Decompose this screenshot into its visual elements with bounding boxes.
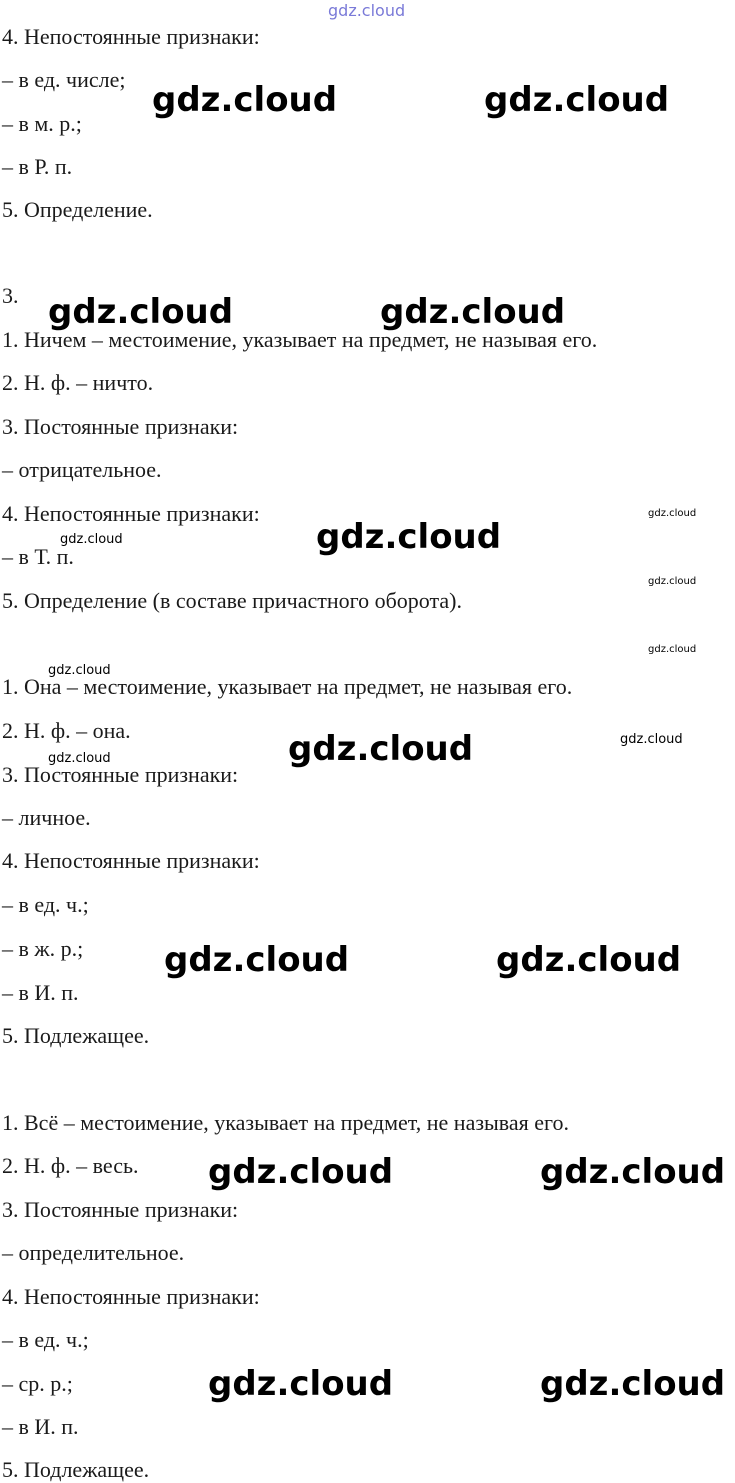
watermark: gdz.cloud [48, 751, 111, 766]
text-line: – в ед. числе; [2, 67, 126, 92]
text-line: 3. Постоянные признаки: [2, 762, 239, 787]
text-line: 2. Н. ф. – она. [2, 718, 131, 743]
watermark: gdz.cloud [648, 644, 697, 655]
text-line: – в м. р.; [2, 111, 82, 136]
text-line: – в Т. п. [2, 544, 74, 569]
text-line: 1. Она – местоимение, указывает на предмет, не называя его. [2, 674, 573, 699]
watermark: gdz.cloud [48, 663, 111, 678]
text-line: – в ж. р.; [2, 936, 84, 961]
text-line: 2. Н. ф. – ничто. [2, 370, 154, 395]
text-line: 5. Подлежащее. [2, 1023, 150, 1048]
watermark: gdz.cloud [540, 1152, 726, 1192]
text-line: 1. Ничем – местоимение, указывает на предмет, не называя его. [2, 327, 598, 352]
text-line: – в И. п. [2, 980, 79, 1005]
watermark: gdz.cloud [540, 1364, 726, 1404]
watermark: gdz.cloud [164, 940, 350, 980]
text-line: 4. Непостоянные признаки: [2, 501, 260, 526]
watermark: gdz.cloud [648, 508, 697, 519]
watermark: gdz.cloud [208, 1364, 394, 1404]
watermark: gdz.cloud [48, 292, 234, 332]
watermark: gdz.cloud [316, 517, 502, 557]
text-line: – в И. п. [2, 1414, 79, 1439]
text-line: 4. Непостоянные признаки: [2, 848, 260, 873]
watermark: gdz.cloud [648, 576, 697, 587]
text-line: – личное. [2, 805, 91, 830]
watermark: gdz.cloud [620, 732, 683, 747]
text-line: – определительное. [2, 1240, 185, 1265]
text-line: – в Р. п. [2, 154, 73, 179]
watermark: gdz.cloud [60, 532, 123, 547]
watermark: gdz.cloud [380, 292, 566, 332]
text-line: 5. Определение (в составе причастного оборота). [2, 588, 462, 613]
watermark: gdz.cloud [328, 1, 406, 20]
text-line: 4. Непостоянные признаки: [2, 24, 260, 49]
watermark: gdz.cloud [152, 80, 338, 120]
text-line: 5. Подлежащее. [2, 1457, 150, 1482]
text-line: 4. Непостоянные признаки: [2, 1284, 260, 1309]
watermark: gdz.cloud [496, 940, 682, 980]
text-line: – в ед. ч.; [2, 892, 89, 917]
watermark: gdz.cloud [208, 1152, 394, 1192]
text-line: – отрицательное. [2, 457, 162, 482]
text-line: 1. Всё – местоимение, указывает на предмет, не называя его. [2, 1110, 570, 1135]
watermark: gdz.cloud [288, 729, 474, 769]
text-line: 3. Постоянные признаки: [2, 1197, 239, 1222]
text-line: 2. Н. ф. – весь. [2, 1153, 139, 1178]
section-number: 3. [2, 283, 19, 308]
text-line: 3. Постоянные признаки: [2, 414, 239, 439]
text-line: – в ед. ч.; [2, 1327, 89, 1352]
watermark: gdz.cloud [484, 80, 670, 120]
text-line: 5. Определение. [2, 197, 153, 222]
text-line: – ср. р.; [2, 1371, 73, 1396]
